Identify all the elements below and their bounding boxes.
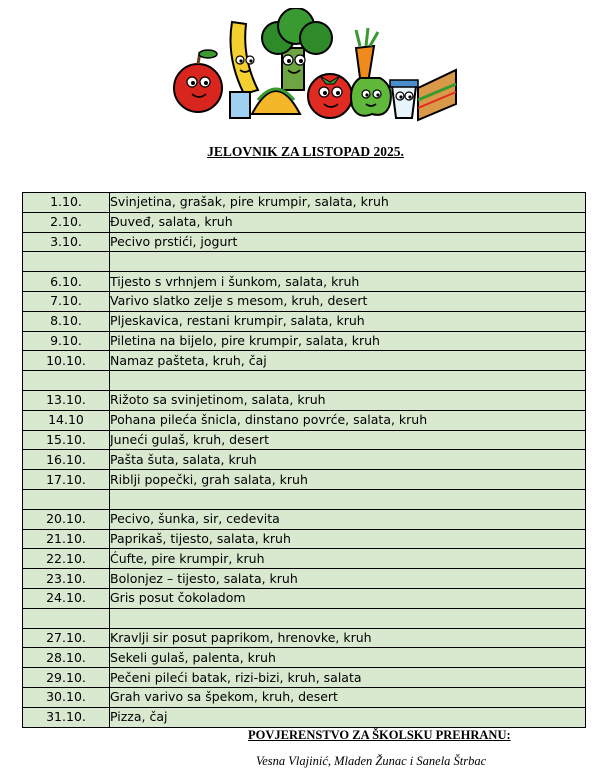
menu-date: 23.10. [23, 569, 110, 589]
menu-meal: Svinjetina, grašak, pire krumpir, salata, kruh [110, 193, 586, 213]
menu-row [23, 351, 586, 371]
menu-date: 31.10. [23, 707, 110, 727]
menu-date: 9.10. [23, 331, 110, 351]
menu-meal: Pizza, čaj [110, 707, 586, 727]
menu-meal: Pecivo, šunka, sir, cedevita [110, 509, 586, 529]
menu-meal: Pecivo prstići, jogurt [110, 232, 586, 252]
menu-row [23, 628, 586, 648]
menu-date [23, 489, 110, 509]
menu-row [23, 232, 586, 252]
menu-date: 24.10. [23, 588, 110, 608]
menu-date: 14.10 [23, 410, 110, 430]
menu-row [23, 549, 586, 569]
menu-date: 22.10. [23, 549, 110, 569]
menu-date: 1.10. [23, 193, 110, 213]
menu-date: 20.10. [23, 509, 110, 529]
menu-meal: Pljeskavica, restani krumpir, salata, kruh [110, 311, 586, 331]
menu-meal [110, 371, 586, 391]
menu-date: 17.10. [23, 470, 110, 490]
menu-row [23, 707, 586, 727]
menu-row [23, 588, 586, 608]
menu-meal: Đuveđ, salata, kruh [110, 212, 586, 232]
menu-date: 2.10. [23, 212, 110, 232]
menu-date: 8.10. [23, 311, 110, 331]
menu-meal [110, 489, 586, 509]
menu-spacer-row [23, 489, 586, 509]
menu-meal: Pohana pileća šnicla, dinstano povrće, salata, kruh [110, 410, 586, 430]
committee-heading: POVJERENSTVO ZA ŠKOLSKU PREHRANU: [248, 728, 511, 742]
menu-row [23, 470, 586, 490]
menu-date [23, 608, 110, 628]
menu-date: 15.10. [23, 430, 110, 450]
menu-spacer-row [23, 608, 586, 628]
menu-date: 21.10. [23, 529, 110, 549]
menu-row [23, 331, 586, 351]
menu-meal: Gris posut čokoladom [110, 588, 586, 608]
menu-row [23, 430, 586, 450]
menu-row [23, 193, 586, 213]
menu-meal: Paprikaš, tijesto, salata, kruh [110, 529, 586, 549]
menu-date [23, 371, 110, 391]
menu-meal: Kravlji sir posut paprikom, hrenovke, kruh [110, 628, 586, 648]
menu-row [23, 648, 586, 668]
menu-row [23, 272, 586, 292]
menu-spacer-row [23, 252, 586, 272]
menu-date: 13.10. [23, 390, 110, 410]
menu-date: 29.10. [23, 668, 110, 688]
menu-date [23, 252, 110, 272]
menu-row [23, 311, 586, 331]
menu-date: 6.10. [23, 272, 110, 292]
menu-meal: Riblji popečki, grah salata, kruh [110, 470, 586, 490]
menu-row [23, 450, 586, 470]
menu-date: 28.10. [23, 648, 110, 668]
menu-spacer-row [23, 371, 586, 391]
menu-date: 7.10. [23, 291, 110, 311]
menu-date: 30.10. [23, 687, 110, 707]
menu-meal: Grah varivo sa špekom, kruh, desert [110, 687, 586, 707]
menu-row [23, 529, 586, 549]
menu-meal: Juneći gulaš, kruh, desert [110, 430, 586, 450]
menu-row [23, 390, 586, 410]
menu-meal: Rižoto sa svinjetinom, salata, kruh [110, 390, 586, 410]
menu-row [23, 668, 586, 688]
menu-meal: Sekeli gulaš, palenta, kruh [110, 648, 586, 668]
menu-meal: Bolonjez – tijesto, salata, kruh [110, 569, 586, 589]
menu-row [23, 687, 586, 707]
menu-row [23, 410, 586, 430]
menu-meal [110, 608, 586, 628]
menu-row [23, 212, 586, 232]
menu-meal: Piletina na bijelo, pire krumpir, salata, kruh [110, 331, 586, 351]
menu-meal: Pašta šuta, salata, kruh [110, 450, 586, 470]
menu-meal: Tijesto s vrhnjem i šunkom, salata, kruh [110, 272, 586, 292]
menu-date: 10.10. [23, 351, 110, 371]
menu-row [23, 569, 586, 589]
menu-date: 3.10. [23, 232, 110, 252]
menu-date: 16.10. [23, 450, 110, 470]
menu-date: 27.10. [23, 628, 110, 648]
menu-title: JELOVNIK ZA LISTOPAD 2025. [207, 144, 404, 159]
menu-meal: Pečeni pileći batak, rizi-bizi, kruh, salata [110, 668, 586, 688]
menu-meal: Ćufte, pire krumpir, kruh [110, 549, 586, 569]
committee-signers: Vesna Vlajinić, Mladen Žunac i Sanela Štrbac [256, 754, 487, 768]
menu-meal: Namaz pašteta, kruh, čaj [110, 351, 586, 371]
menu-table [22, 192, 586, 728]
menu-meal [110, 252, 586, 272]
food-characters-illustration [160, 8, 460, 126]
menu-row [23, 291, 586, 311]
menu-row [23, 509, 586, 529]
menu-meal: Varivo slatko zelje s mesom, kruh, desert [110, 291, 586, 311]
